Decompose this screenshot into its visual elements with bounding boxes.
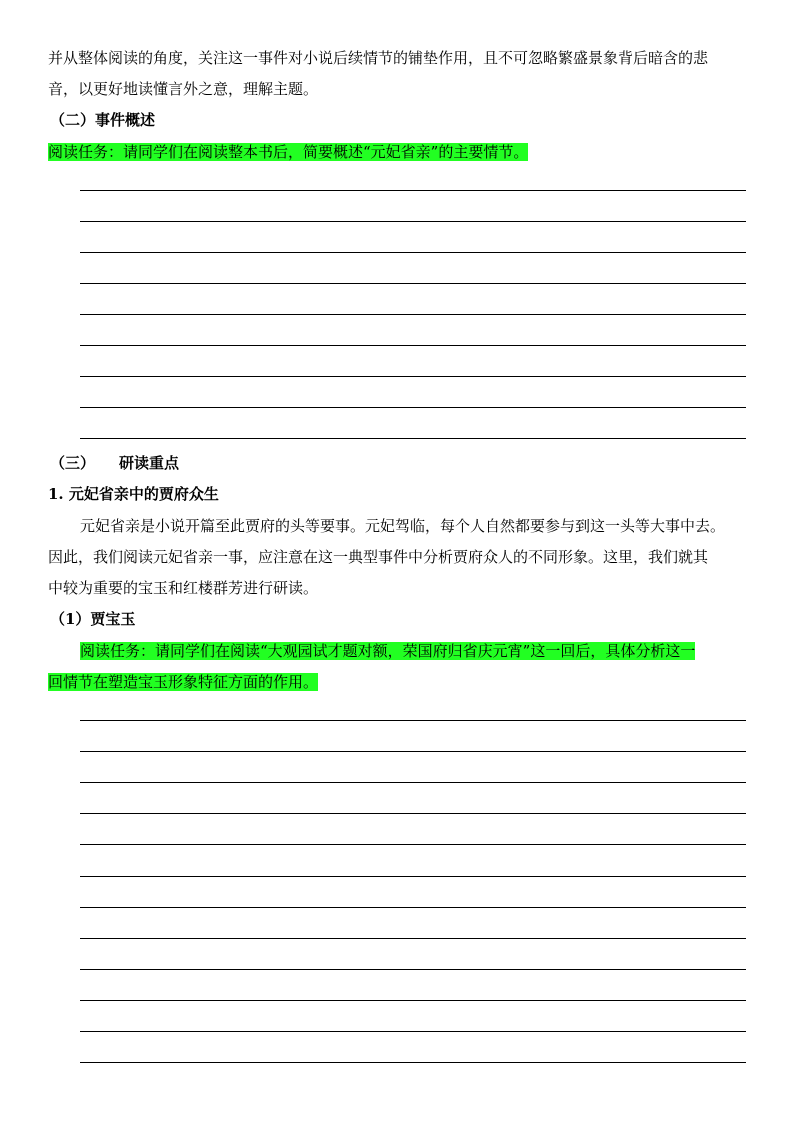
intro-line-2: 音，以更好地读懂言外之意，理解主题。 bbox=[48, 80, 319, 98]
answer-line bbox=[80, 283, 746, 284]
reading-task-1 bbox=[48, 142, 746, 162]
reading-task-1-text: 阅读任务：请同学们在阅读整本书后，简要概述“元妃省亲”的主要情节。 bbox=[48, 143, 529, 161]
reading-task-2-line-1 bbox=[80, 641, 746, 661]
answer-line bbox=[80, 938, 746, 939]
answer-line bbox=[80, 376, 746, 377]
section-heading-study-focus bbox=[50, 453, 748, 473]
answer-line bbox=[80, 751, 746, 752]
answer-line bbox=[80, 907, 746, 908]
answer-line bbox=[80, 1000, 746, 1001]
subheading-jia-baoyu: （1）贾宝玉 bbox=[50, 610, 136, 628]
answer-line bbox=[80, 782, 746, 783]
body-paragraph-line-2: 因此，我们阅读元妃省亲一事，应注意在这一典型事件中分析贾府众人的不同形象。这里，我们就其 bbox=[48, 548, 709, 566]
answer-line bbox=[80, 813, 746, 814]
answer-line bbox=[80, 438, 746, 439]
body-paragraph-line-3: 中较为重要的宝玉和红楼群芳进行研读。 bbox=[48, 579, 319, 597]
answer-line bbox=[80, 314, 746, 315]
answer-line bbox=[80, 720, 746, 721]
subheading-jia-family: 1. 元妃省亲中的贾府众生 bbox=[48, 485, 219, 503]
reading-task-2-text-1: 阅读任务：请同学们在阅读“大观园试才题对额，荣国府归省庆元宵”这一回后，具体分析这一 bbox=[80, 642, 696, 660]
answer-line bbox=[80, 252, 746, 253]
answer-line bbox=[80, 345, 746, 346]
body-paragraph-line-1: 元妃省亲是小说开篇至此贾府的头等要事。元妃驾临，每个人自然都要参与到这一头等大事中去。 bbox=[80, 517, 726, 535]
section-heading-number: （三） bbox=[50, 454, 96, 472]
intro-line-1: 并从整体阅读的角度，关注这一事件对小说后续情节的铺垫作用，且不可忽略繁盛景象背后暗含的悲 bbox=[48, 49, 709, 67]
reading-task-2-text-2: 回情节在塑造宝玉形象特征方面的作用。 bbox=[48, 673, 319, 691]
answer-line bbox=[80, 190, 746, 191]
section-heading-text: 研读重点 bbox=[119, 454, 180, 472]
answer-line bbox=[80, 1062, 746, 1063]
section-heading-event-summary: （二）事件概述 bbox=[50, 111, 156, 129]
answer-line bbox=[80, 844, 746, 845]
answer-line bbox=[80, 876, 746, 877]
answer-line bbox=[80, 407, 746, 408]
answer-line bbox=[80, 221, 746, 222]
answer-line bbox=[80, 969, 746, 970]
reading-task-2-line-2 bbox=[48, 672, 746, 692]
answer-line bbox=[80, 1031, 746, 1032]
